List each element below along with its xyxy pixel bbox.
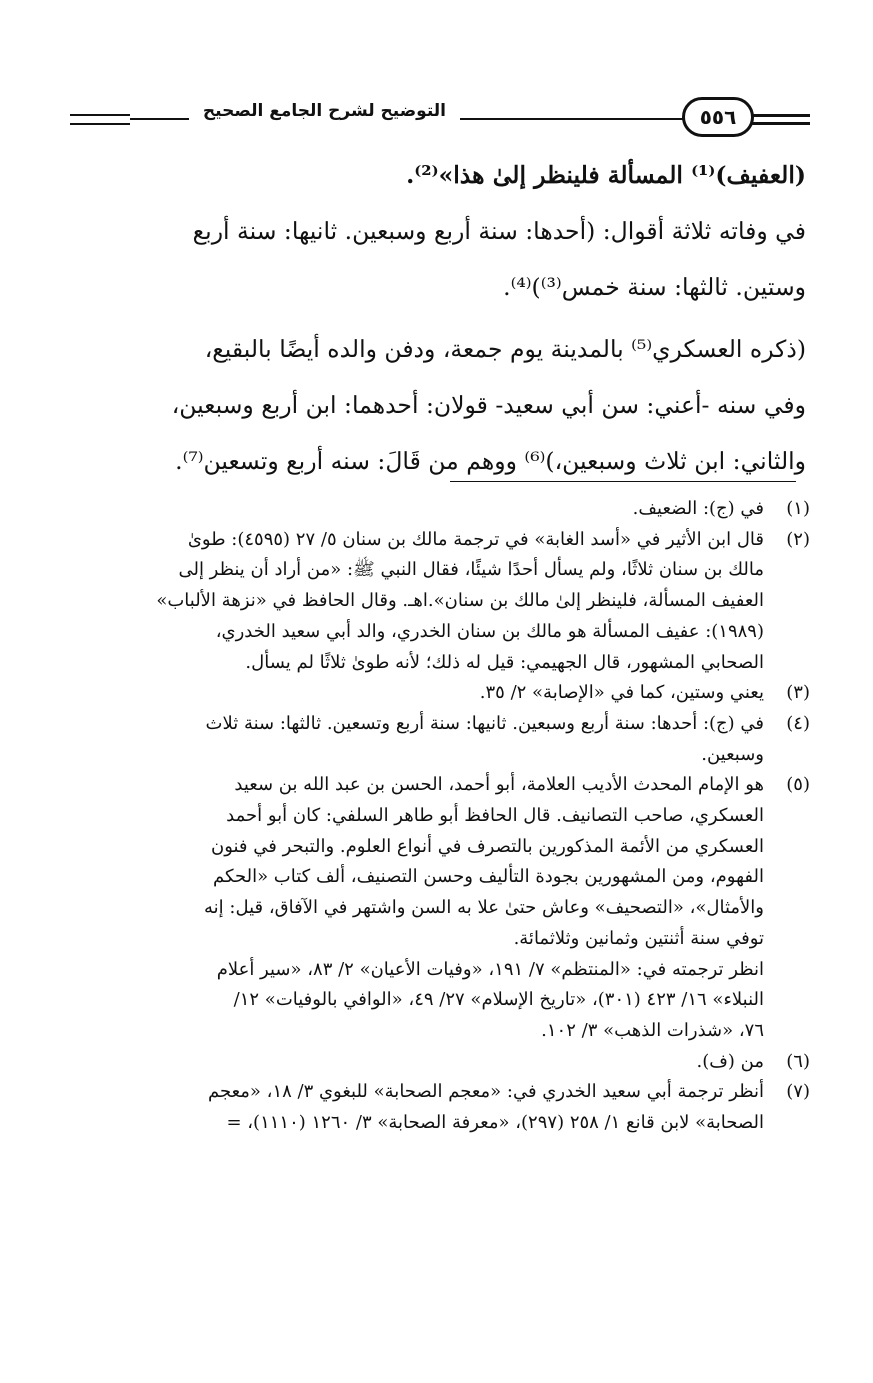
- header-rule-ornament: [70, 114, 130, 125]
- main-text: [78, 147, 806, 489]
- footnote: [78, 709, 810, 770]
- page-number: ٥٥٦: [682, 97, 754, 137]
- header-rule-ornament: [750, 114, 810, 125]
- main-line: والثاني: ابن ثلاث وسبعين،)⁽⁶⁾ ووهم من قَالَ: سنه أربع وتسعين⁽⁷⁾.: [175, 447, 806, 475]
- footnote-separator: [450, 481, 796, 482]
- footnote-line: أنظر ترجمة أبي سعيد الخدري في: «معجم الصحابة» للبغوي ٣/ ١٨، «معجم: [207, 1081, 764, 1103]
- footnote-line: مالك بن سنان ثلاثًا، ولم يسأل أحدًا شيئًا، فقال النبي ﷺ: «من أراد أن ينظر إلى: [178, 559, 764, 581]
- footnote-number: (٦): [786, 1050, 810, 1072]
- footnote-line: والأمثال»، «التصحيف» وعاش حتىٰ علا به السن واشتهر في الآفاق، قيل: إنه: [204, 897, 764, 919]
- footnote-line: في (ج): الضعيف.: [632, 498, 764, 519]
- running-header: [70, 97, 810, 145]
- footnote-number: (٥): [786, 774, 810, 796]
- footnote-line: العسكري، صاحب التصانيف. قال الحافظ أبو طاهر السلفي: كان أبو أحمد: [226, 805, 764, 827]
- footnote-number: (٣): [786, 682, 810, 704]
- footnote-number: (١): [786, 498, 810, 519]
- footnote: [78, 678, 810, 709]
- main-line: وستين. ثالثها: سنة خمس⁽³⁾)⁽⁴⁾.: [503, 273, 806, 301]
- footnote-number: (٢): [786, 528, 810, 550]
- footnote-line: قال ابن الأثير في «أسد الغابة» في ترجمة مالك بن سنان ٥/ ٢٧ (٤٥٩٥): طوىٰ: [187, 528, 764, 550]
- footnote: [78, 1077, 810, 1138]
- footnote-line: من (ف).: [696, 1050, 764, 1072]
- footnote-line: النبلاء» ١٦/ ٤٢٣ (٣٠١)، «تاريخ الإسلام» ٢٧/ ٤٩، «الوافي بالوفيات» ١٢/: [233, 989, 764, 1011]
- footnote-line: العسكري من الأئمة المذكورين بالتصرف في أنواع العلوم. والتبحر في فنون: [210, 835, 764, 857]
- footnote: [78, 494, 810, 525]
- footnote-line: الصحابة» لابن قانع ١/ ٢٥٨ (٢٩٧)، «معرفة الصحابة» ٣/ ١٢٦٠ (١١١٠)، =: [226, 1112, 764, 1134]
- footnote-line: ٧٦، «شذرات الذهب» ٣/ ١٠٢.: [541, 1019, 764, 1041]
- footnote-line: يعني وستين، كما في «الإصابة» ٢/ ٣٥.: [479, 682, 764, 704]
- footnote-number: (٧): [786, 1081, 810, 1103]
- footnote-line: الصحابي المشهور، قال الجهيمي: قيل له ذلك؛ لأنه طوىٰ ثلاثًا لم يسأل.: [245, 651, 764, 673]
- footnote-line: هو الإمام المحدث الأديب العلامة، أبو أحمد، الحسن بن عبد الله بن سعيد: [234, 774, 764, 796]
- footnote-line: العفيف المسألة، فلينظر إلىٰ مالك بن سنان».اهـ. وقال الحافظ في «نزهة الألباب»: [156, 590, 764, 612]
- footnotes: [78, 494, 810, 1139]
- footnote-line: في (ج): أحدها: سنة أربع وسبعين. ثانيها: سنة أربع وتسعين. ثالثها: سنة ثلاث: [205, 712, 764, 734]
- footnote-line: وسبعين.: [701, 743, 764, 765]
- main-line: وفي سنه -أعني: سن أبي سعيد- قولان: أحدهما: ابن أربع وسبعين،: [171, 391, 806, 419]
- footnote-line: انظر ترجمته في: «المنتظم» ٧/ ١٩١، «وفيات الأعيان» ٢/ ٨٣، «سير أعلام: [216, 958, 764, 980]
- main-line: في وفاته ثلاثة أقوال: (أحدها: سنة أربع وسبعين. ثانيها: سنة أربع: [192, 217, 806, 245]
- footnote-line: توفي سنة أثنتين وثمانين وثلاثمائة.: [513, 927, 764, 949]
- main-line: (ذكره العسكري⁽⁵⁾ بالمدينة يوم جمعة، ودفن والده أيضًا بالبقيع،: [204, 335, 806, 363]
- footnote: [78, 770, 810, 1046]
- footnote-line: الفهوم، ومن المشهورين بجودة التأليف وحسن التصنيف، ألف كتاب «الحكم: [213, 866, 764, 888]
- main-line: (العفيف)⁽¹⁾ المسألة فلينظر إلىٰ هذا»⁽²⁾.: [406, 161, 806, 189]
- book-title: التوضيح لشرح الجامع الصحيح: [189, 101, 460, 121]
- footnote-line: (١٩٨٩): عفيف المسألة هو مالك بن سنان الخدري، والد أبي سعيد الخدري،: [215, 620, 764, 642]
- footnote: [78, 525, 810, 679]
- footnote-number: (٤): [786, 712, 810, 734]
- footnote: [78, 1047, 810, 1078]
